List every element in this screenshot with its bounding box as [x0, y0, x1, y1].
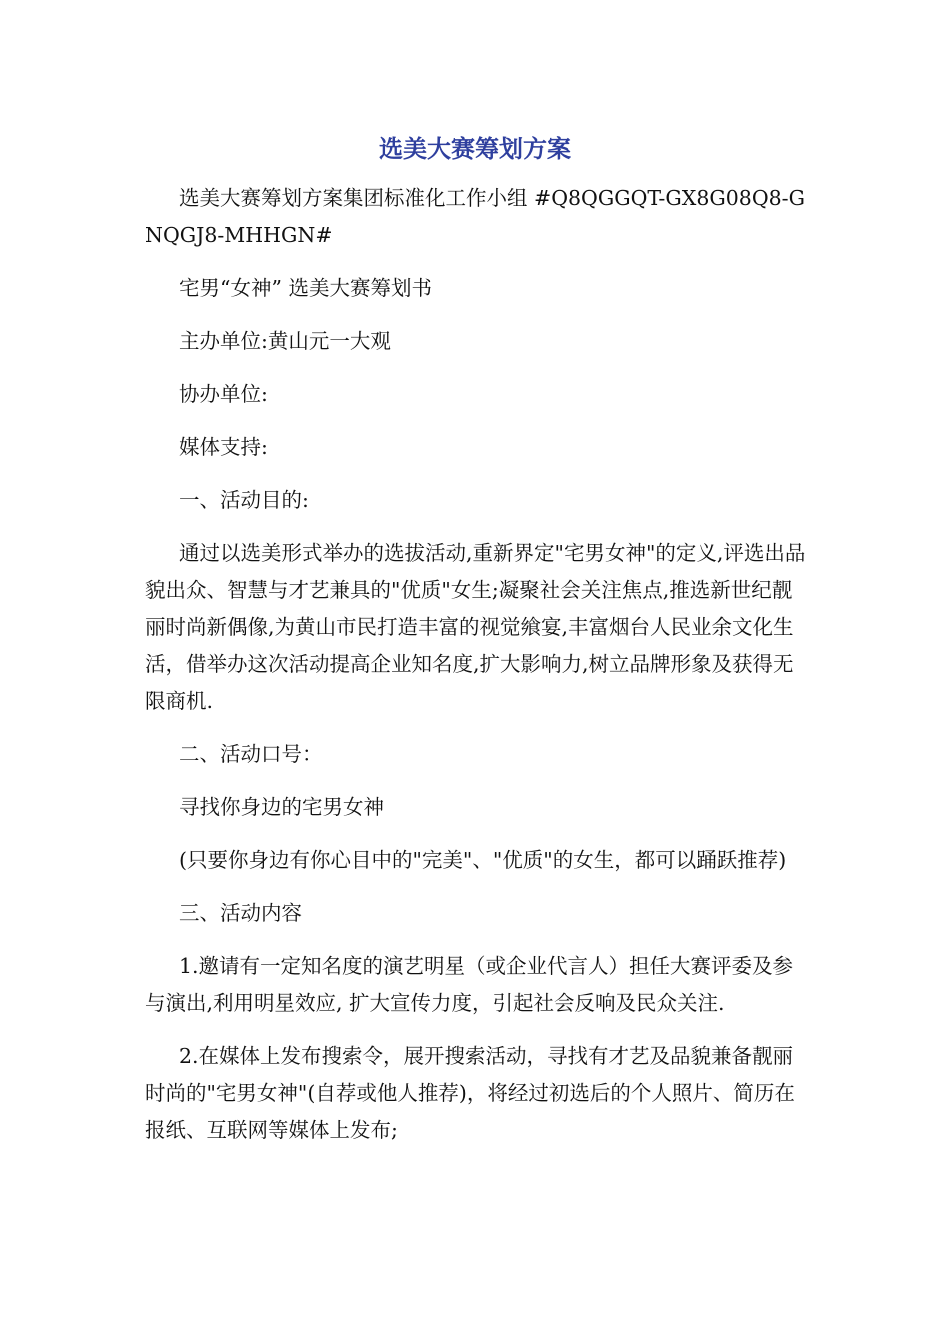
paragraph-slogan-note: (只要你身边有你心目中的"完美"、"优质"的女生，都可以踊跃推荐)	[179, 848, 787, 872]
paragraph-host: 主办单位:黄山元一大观	[179, 329, 391, 353]
paragraph-purpose: 通过以选美形式举办的选拔活动,重新界定"宅男女神"的定义,评选出品貌出众、智慧与才艺兼具的"优质"女生;凝聚社会关注焦点,推选新世纪靓丽时尚新偶像,为黄山市民打造丰富的视觉飨宴,丰富烟台人民业余文化生活，借举办这次活动提高企业知名度,扩大影响力,树立品牌形象及获得无限商机.	[145, 541, 806, 713]
document-title: 选美大赛筹划方案	[379, 135, 571, 163]
paragraph-content-item-2: 2.在媒体上发布搜索令，展开搜索活动，寻找有才艺及品貌兼备靓丽时尚的"宅男女神"(自荐或他人推荐)，将经过初选后的个人照片、简历在报纸、互联网等媒体上发布;	[145, 1044, 795, 1142]
paragraph-slogan: 寻找你身边的宅男女神	[179, 795, 384, 819]
paragraph-content-item-1: 1.邀请有一定知名度的演艺明星（或企业代言人）担任大赛评委及参与演出,利用明星效应, 扩大宣传力度，引起社会反响及民众关注.	[145, 954, 794, 1015]
paragraph-header-line: 选美大赛筹划方案集团标准化工作小组 #Q8QGGQT-GX8G08Q8-GNQGJ8-MHHGN#	[145, 186, 805, 247]
paragraph-subtitle: 宅男“女神” 选美大赛筹划书	[179, 276, 432, 300]
section-heading-content: 三、活动内容	[179, 901, 302, 925]
paragraph-media-support: 媒体支持:	[179, 435, 268, 459]
paragraph-co-host: 协办单位:	[179, 382, 268, 406]
section-heading-purpose: 一、活动目的:	[179, 488, 309, 512]
section-heading-slogan: 二、活动口号：	[179, 742, 323, 766]
document-body	[145, 180, 807, 1165]
